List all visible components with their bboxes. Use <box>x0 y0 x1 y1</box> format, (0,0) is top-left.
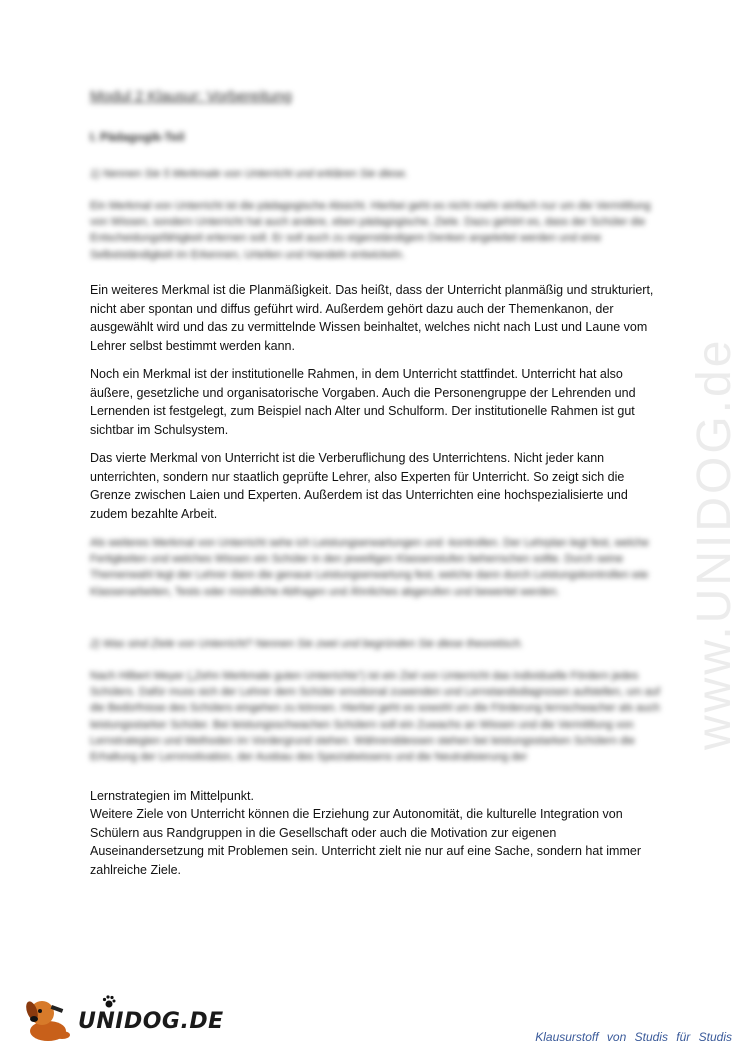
paragraph-verberuflichung: Das vierte Merkmal von Unterricht ist die Verberuflichung des Unterrichtens. Nicht jeder kann unterrichten, sondern nur staatlich geprüfte Lehrer, also Experten für Unterricht. So zeigt sich die Grenze zwischen Laien und Experten. Außerdem ist das Unterrichten eine hochspezialisierte und zudem bezahlte Arbeit. <box>90 451 628 521</box>
document-title: Modul 2 Klausur: Vorbereitung <box>90 88 292 105</box>
dog-icon <box>22 995 74 1045</box>
footer-tagline: Klausurstoff von Studis für Studis <box>535 1030 732 1044</box>
paragraph-blurred-1: Ein Merkmal von Unterricht ist die pädagogische Absicht. Hierbei geht es nicht mehr einfach nur um die Vermittlung von Wissen, sondern Unterricht hat auch andere, eben pädagogische, Ziele. Dazu gehört es, dass der Schüler die Entscheidungsfähigkeit erlernen soll. Er soll auch zu eigenständigem Denken angeleitet werden und eine Selbstständigkeit im Erkennen, Urteilen und Handeln entwickeln. <box>90 200 651 261</box>
watermark-text: www.UNIDOG.de <box>688 337 741 750</box>
paragraph-weitere-ziele: Weitere Ziele von Unterricht können die Erziehung zur Autonomität, die kulturelle Integration von Schülern aus Randgruppen in die Gesellschaft oder auch die Motivation zur eigenen Auseinandersetzung mit Problemen sein. Unterricht zielt nie nur auf eine Sache, sondern hat immer zahlreiche Ziele. <box>90 807 641 877</box>
paragraph-blurred-3: Nach Hilbert Meyer („Zehn Merkmale guten Unterrichts“) ist ein Ziel von Unterricht das individuelle Fördern jedes Schülers. Dafür muss sich der Lehrer dem Schüler emotional zuwenden und Lernstandsdiagnosen aufstellen, um auf die Bedürfnisse des Schülers eingehen zu können. Hierbei geht es sowohl um die Förderung lernschwacher als auch leistungsstarker Schüler. Bei leistungsschwachen Schülern soll ein Zuwachs an Wissen und die Vermittlung von Lernstrategien und Methoden im Vordergrund stehen. Währenddessen stehen bei leistungsstarken Schülern die Erhaltung der Lernmotivation, der Ausbau des Spezialwissens und die Neutralisierung der <box>90 670 660 764</box>
question-1: 1) Nennen Sie 5 Merkmale von Unterricht und erklären Sie diese. <box>90 168 408 180</box>
paragraph-institutioneller-rahmen: Noch ein Merkmal ist der institutionelle Rahmen, in dem Unterricht stattfindet. Unterricht hat also äußere, gesetzliche und organisatorische Vorgaben. Auch die Personengruppe der Lehrenden und Lernenden ist festgelegt, zum Beispiel nach Alter und Schulform. Der institutionelle Rahmen ist gut sichtbar im Schulsystem. <box>90 367 636 437</box>
paragraph-blurred-2: Als weiteres Merkmal von Unterricht sehe ich Leistungserwartungen und -kontrollen. Der Lehrplan legt fest, welche Fertigkeiten und welches Wissen ein Schüler in den jeweiligen Klassenstufen beherrschen sollte. Durch seine Themenwahl legt der Lehrer dann die genaue Leistungserwartung fest, welche dann durch Leistungskontrollen wie Klassenarbeiten, Tests oder mündliche Abfragen und Ähnliches abgerufen und bewertet werden. <box>90 537 649 598</box>
logo-text: UNIDOG.DE <box>78 1009 224 1034</box>
paragraph-planmaessigkeit: Ein weiteres Merkmal ist die Planmäßigkeit. Das heißt, dass der Unterricht planmäßig und strukturiert, nicht aber spontan und diffus geführt wird. Außerdem gehört dazu auch der Themenkanon, der ausgewählt wird und das zu vermittelnde Wissen beinhaltet, welches nicht nach Lust und Laune vom Lehrer selbst bestimmt werden kann. <box>90 283 654 353</box>
unidog-logo[interactable] <box>22 995 224 1045</box>
question-2: 2) Was sind Ziele von Unterricht? Nennen Sie zwei und begründen Sie diese theoretisch. <box>90 638 524 650</box>
paragraph-lernstrategien-tail: Lernstrategien im Mittelpunkt. <box>90 789 254 803</box>
section-heading: I. Pädagogik-Teil <box>90 130 185 144</box>
paw-icon <box>102 995 116 1009</box>
